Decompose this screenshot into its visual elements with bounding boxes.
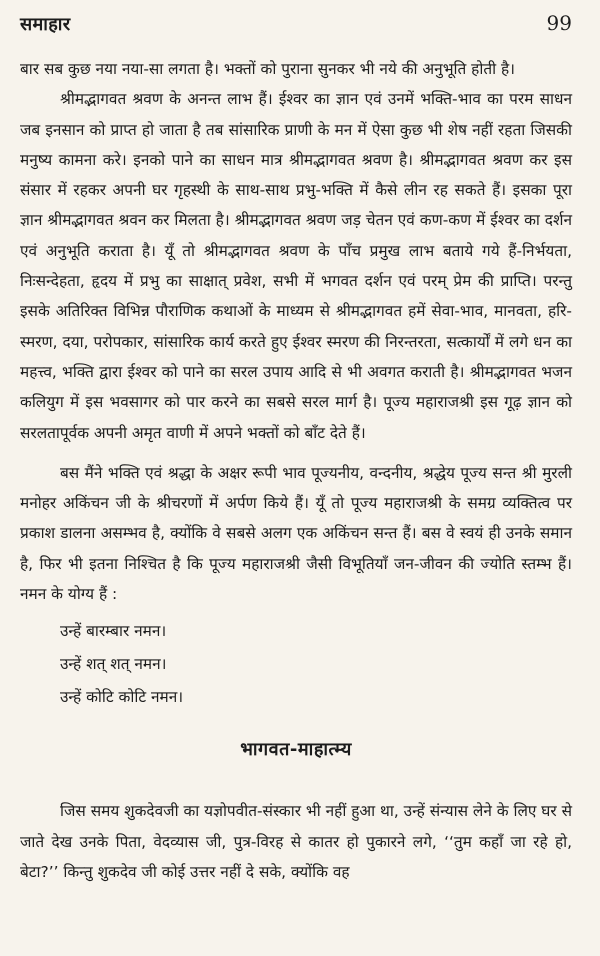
page-number: 99 [546, 11, 572, 35]
paragraph-bhagwat-benefits: श्रीमद्भागवत श्रवण के अनन्त लाभ हैं। ईश्वर का ज्ञान एवं उनमें भक्ति-भाव का परम साधन जब इनसान को प्राप्त हो जाता है तब सांसारिक प्राणी के मन में ऐसा कुछ भी शेष नहीं रहता जिसकी मनुष्य कामना करे। इनको पाने का साधन मात्र श्रीमद्भागवत श्रवण है। श्रीमद्भागवत श्रवण कर इस संसार में रहकर अपनी घर गृहस्थी के साथ-साथ प्रभु-भक्ति में कैसे लीन रह सकते हैं। इसका पूरा ज्ञान श्रीमद्भागवत श्रवन कर मिलता है। श्रीमद्भागवत श्रवण जड़ चेतन एवं कण-कण में ईश्वर का दर्शन एवं अनुभूति कराता है। यूँ तो श्रीमद्भागवत श्रवण के पाँच प्रमुख लाभ बताये गये हैं-निर्भयता, निःसन्देहता, हृदय में प्रभु का साक्षात् प्रवेश, सभी में भगवत दर्शन एवं परम् प्रेम की प्राप्ति। परन्तु इसके अतिरिक्त विभिन्न पौराणिक कथाओं के माध्यम से श्रीमद्भागवत हमें सेवा-भाव, मानवता, हरि-स्मरण, दया, परोपकार, सांसारिक कार्य करते हुए ईश्वर स्मरण की निरन्तरता, सत्कार्यों में लगे धन का महत्त्व, भक्ति द्वारा ईश्वर को पाने का सरल उपाय आदि से भी अवगत कराती है। श्रीमद्भागवत भजन कलियुग में इस भवसागर को पार करने का सबसे सरल मार्ग है। पूज्य महाराजश्री इस गूढ़ ज्ञान को सरलतापूर्वक अपनी अमृत वाणी में अपने भक्तों को बाँट देते हैं। [20, 90, 572, 442]
verse-line: उन्हें शत् शत् नमन। [60, 655, 167, 674]
verse-line: उन्हें कोटि कोटि नमन। [60, 688, 184, 707]
running-head-section: समाहार [20, 14, 71, 35]
paragraph-shukdev: जिस समय शुकदेवजी का यज्ञोपवीत-संस्कार भी नहीं हुआ था, उन्हें संन्यास लेने के लिए घर से जाते देख उनके पिता, वेदव्यास जी, पुत्र-विरह से कातर हो पुकारने लगे, ‘‘तुम कहाँ जा रहे हो, बेटा?’’ किन्तु शुकदेव जी कोई उत्तर नहीं दे सके, क्योंकि वह [20, 802, 572, 881]
section-heading: भागवत-माहात्म्य [240, 739, 352, 761]
body-text [20, 54, 572, 887]
salutation-verse [60, 615, 572, 714]
paragraph-tribute: बस मैंने भक्ति एवं श्रद्धा के अक्षर रूपी भाव पूज्यनीय, वन्दनीय, श्रद्धेय पूज्य सन्त श्री मुरली मनोहर अकिंचन जी के श्रीचरणों में अर्पण किये हैं। यूँ तो पूज्य महाराजश्री के समग्र व्यक्तित्व पर प्रकाश डालना असम्भव है, क्योंकि वे सबसे अलग एक अकिंचन सन्त हैं। बस वे स्वयं ही उनके समान है, फिर भी इतना निश्चित है कि पूज्य महाराजश्री जैसी विभूतियाँ जन-जीवन की ज्योति स्तम्भ हैं। नमन के योग्य हैं : [20, 463, 572, 604]
verse-line: उन्हें बारम्बार नमन। [60, 622, 167, 641]
running-head [20, 8, 572, 38]
paragraph-continuation: बार सब कुछ नया नया-सा लगता है। भक्तों को पुराना सुनकर भी नये की अनुभूति होती है। [20, 60, 515, 78]
